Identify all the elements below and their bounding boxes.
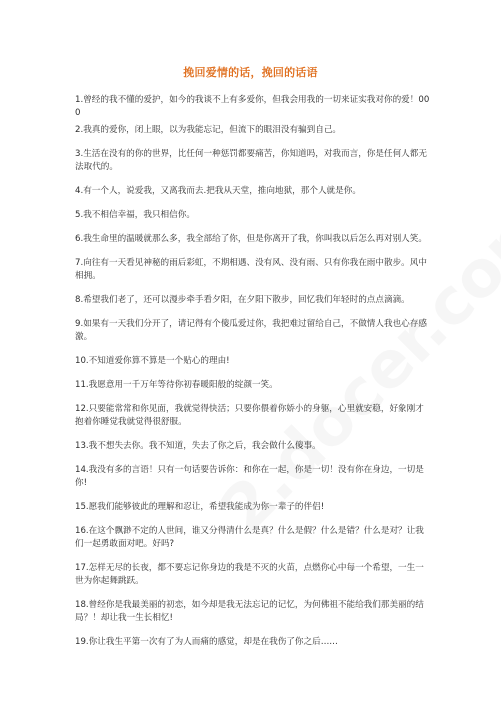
list-item: 9.如果有一天我们分开了，请记得有个傻瓜爱过你，我把难过留给自己，不做情人我也心存感激。 (75, 319, 427, 342)
list-item: 10.不知道爱你算不算是一个贴心的理由! (75, 356, 230, 366)
list-item: 18.曾经你是我最美丽的初恋，如今却是我无法忘记的记忆，为何佛祖不能给我们那美丽的结局？！却让我一生长相忆! (75, 600, 424, 623)
list-item: 16.在这个飘渺不定的人世间，谁又分得清什么是真？什么是假？什么是错？什么是对？让我们一起勇敢面对吧。好吗? (75, 526, 424, 549)
phrase-list (75, 94, 430, 660)
list-item: 15.愿我们能够彼此的理解和忍让，希望我能成为你一辈子的伴侣! (75, 502, 325, 512)
list-item: 14.我没有多的言语！只有一句话要告诉你：和你在一起，你是一切！没有你在身边，一切是你! (75, 465, 424, 488)
list-item: 2.我真的爱你，闭上眼，以为我能忘记，但流下的眼泪没有骗到自己。 (75, 125, 342, 135)
list-item: 11.我愿意用一千万年等待你初春暖阳般的绽颜一笑。 (75, 380, 278, 390)
list-item: 7.向往有一天看见神秘的雨后彩虹，不期相遇、没有风、没有雨、只有你我在雨中散步。风中相拥。 (75, 258, 427, 281)
list-item: 6.我生命里的温暖就那么多，我全部给了你，但是你离开了我，你叫我以后怎么再对别人笑。 (75, 234, 427, 244)
document-title: 挽回爱情的话，挽回的话语 (183, 66, 318, 79)
list-item: 1.曾经的我不懂的爱护，如今的我谈不上有多爱你，但我会用我的一切来证实我对你的爱！000 (75, 95, 430, 118)
list-item: 8.希望我们老了，还可以漫步牵手看夕阳，在夕阳下散步，回忆我们年轻时的点点滴滴。 (75, 295, 410, 305)
list-item: 12.只要能常常和你见面，我就觉得快活；只要你偎着你娇小的身躯，心里就安稳，好象刚才抱着你睡觉我就觉得很舒服。 (75, 404, 424, 427)
list-item: 19.你让我生平第一次有了为人而痛的感觉，却是在我伤了你之后…… (75, 637, 338, 647)
list-item: 4.有一个人，说爱我，又离我而去.把我从天堂，推向地狱，那个人就是你。 (75, 186, 361, 196)
list-item: 3.生活在没有的你的世界，比任何一种惩罚都要痛苦，你知道吗，对我而言，你是任何人都无法取代的。 (75, 149, 427, 172)
list-item: 13.我不想失去你。我不知道，失去了你之后，我会做什么傻事。 (75, 441, 321, 451)
list-item: 17.怎样无尽的长夜，都不要忘记你身边的我是不灭的火苗，点燃你心中每一个希望，一生一世为你起舞跳跃。 (75, 563, 424, 586)
list-item: 5.我不相信幸福，我只相信你。 (75, 210, 195, 220)
